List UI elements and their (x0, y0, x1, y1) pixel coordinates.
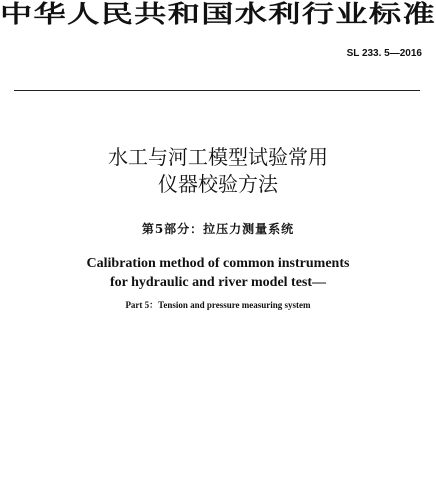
english-part-subtitle: Part 5：Tension and pressure measuring system (125, 300, 311, 310)
chinese-title-line-2: 仪器校验方法 (158, 172, 278, 196)
header-title: 中华人民共和国水利行业标准 (0, 0, 436, 28)
standard-code: SL 233. 5—2016 (346, 48, 422, 59)
english-title-line-1: Calibration method of common instruments (86, 256, 350, 271)
chinese-title-line-1: 水工与河工模型试验常用 (108, 145, 328, 169)
chinese-title (0, 144, 436, 198)
chinese-part-subtitle: 第5部分：拉压力测量系统 (141, 222, 295, 236)
header-divider (14, 90, 420, 91)
english-title-line-2: for hydraulic and river model test— (109, 275, 327, 290)
english-title (0, 254, 436, 292)
